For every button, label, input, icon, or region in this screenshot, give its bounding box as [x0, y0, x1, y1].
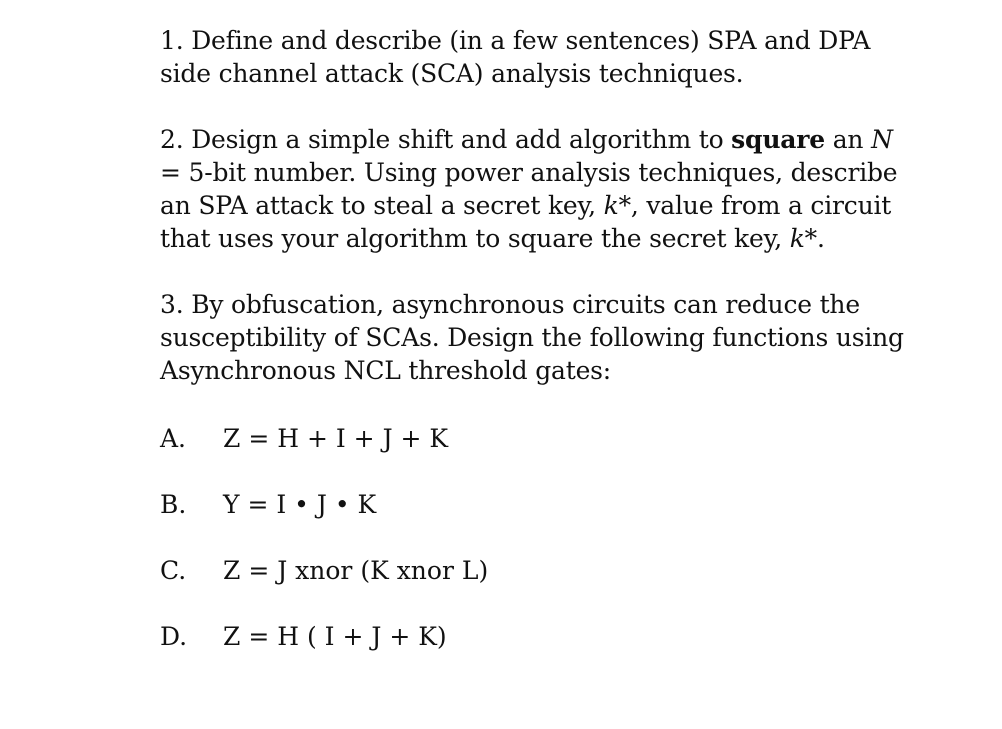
- option-c: [160, 554, 488, 587]
- question-2-text-2: an: [824, 125, 872, 154]
- question-2-text-3: = 5-bit number. Using power analysis techniques, describe an SPA attack to steal a secret key,: [160, 158, 898, 220]
- option-b: [160, 488, 376, 521]
- option-d: [160, 620, 447, 653]
- question-1: [160, 24, 920, 90]
- question-3-text: 3. By obfuscation, asynchronous circuits can reduce the susceptibility of SCAs. Design the following functions using Asynchronous NCL threshold gates:: [160, 290, 904, 385]
- option-a-expression: Z = H + I + J + K: [223, 424, 449, 453]
- question-2: [160, 123, 920, 255]
- option-c-expression: Z = J xnor (K xnor L): [223, 556, 489, 585]
- question-2-text-4: *, value from a circuit that uses your algorithm to square the secret key,: [160, 191, 892, 253]
- option-b-expression: Y = I • J • K: [223, 490, 377, 519]
- option-a: [160, 422, 448, 455]
- question-2-var-k-1: k: [603, 191, 619, 220]
- question-3: [160, 288, 920, 387]
- question-2-var-n: N: [871, 125, 893, 154]
- option-a-letter: A.: [160, 424, 187, 453]
- question-2-text-1: 2. Design a simple shift and add algorithm to: [160, 125, 732, 154]
- question-2-bold-square: square: [731, 125, 825, 154]
- question-2-var-k-2: k: [789, 224, 805, 253]
- option-d-letter: D.: [160, 622, 188, 651]
- question-2-text-5: *.: [804, 224, 825, 253]
- option-b-letter: B.: [160, 490, 187, 519]
- option-d-expression: Z = H ( I + J + K): [223, 622, 447, 651]
- question-1-text: 1. Define and describe (in a few sentences) SPA and DPA side channel attack (SCA) analysis techniques.: [160, 26, 871, 88]
- option-c-letter: C.: [160, 556, 187, 585]
